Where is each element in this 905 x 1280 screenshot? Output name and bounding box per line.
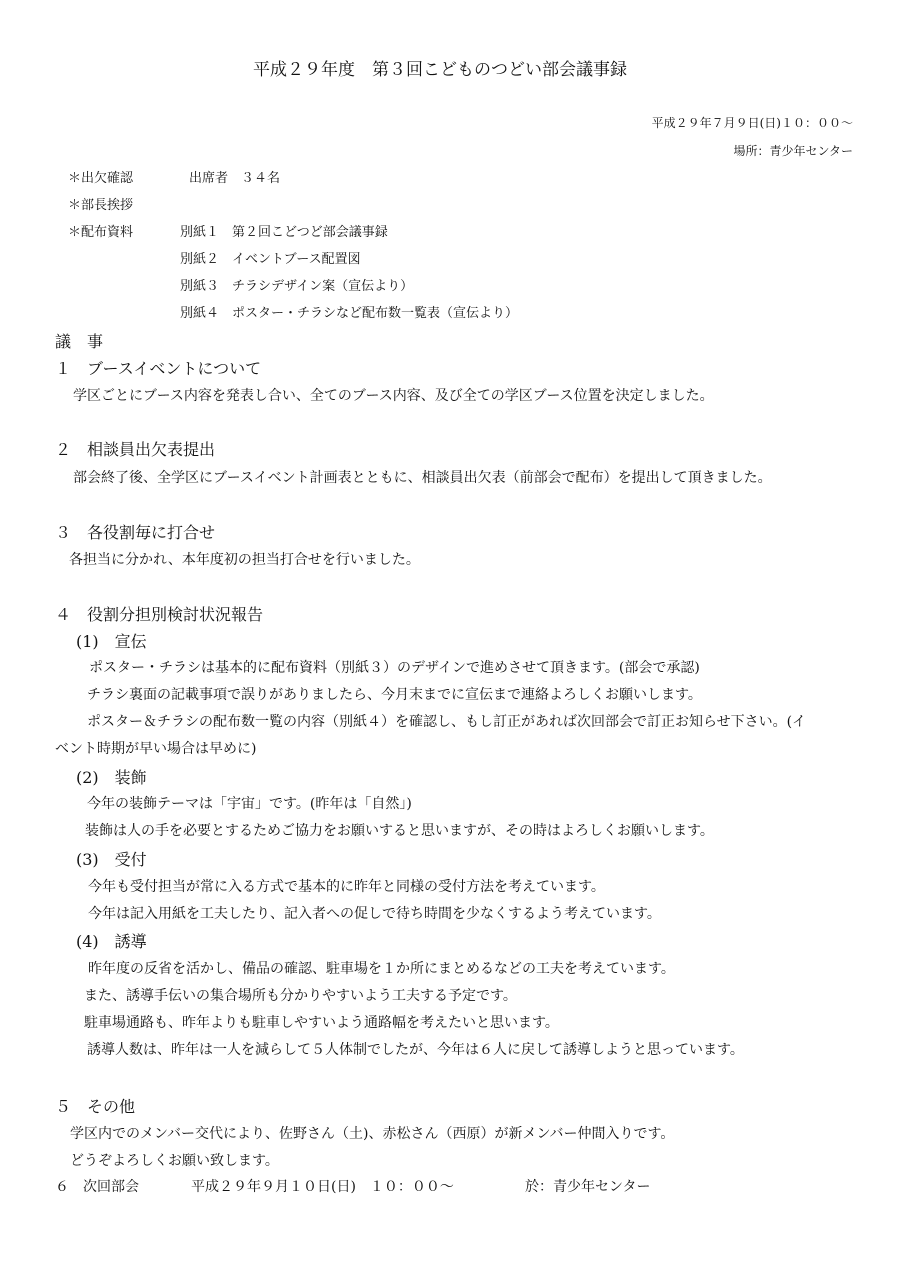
page-title: 平成２９年度 第３回こどものつどい部会議事録 bbox=[253, 60, 627, 80]
section-heading: ４ 役割分担別検討状況報告 bbox=[55, 605, 264, 624]
subsection-heading: (2) 装飾 bbox=[76, 768, 147, 787]
material-item: 別紙２ イベントブース配置図 bbox=[180, 252, 361, 267]
body-line: 各担当に分かれ、本年度初の担当打合せを行いました。 bbox=[69, 552, 420, 568]
meeting-place: 場所：青少年センター bbox=[733, 144, 853, 158]
meeting-date: 平成２９年７月９日(日)１０：００～ bbox=[651, 116, 853, 130]
section-heading: ２ 相談員出欠表提出 bbox=[55, 440, 216, 459]
section-heading: １ ブースイベントについて bbox=[55, 359, 262, 378]
body-line: ポスター＆チラシの配布数一覧の内容（別紙４）を確認し、もし訂正があれば次回部会で訂正お知らせ下さい。(イ bbox=[87, 714, 807, 730]
body-line: 昨年度の反省を活かし、備品の確認、駐車場を１か所にまとめるなどの工夫を考えています。 bbox=[88, 961, 675, 977]
attendance-value: 出席者 ３４名 bbox=[189, 171, 281, 186]
materials-label: ＊配布資料 bbox=[68, 225, 134, 240]
agenda-heading: 議 事 bbox=[55, 332, 104, 351]
body-line: また、誘導手伝いの集合場所も分かりやすいよう工夫する予定です。 bbox=[84, 988, 517, 1004]
section-heading: ５ その他 bbox=[55, 1097, 136, 1116]
next-meeting-date: 平成２９年９月１０日(日) １０：００～ bbox=[191, 1179, 454, 1195]
material-item: 別紙３ チラシデザイン案（宣伝より） bbox=[180, 279, 414, 294]
body-line: 装飾は人の手を必要とするためご協力をお願いすると思いますが、その時はよろしくお願いします。 bbox=[85, 823, 714, 839]
subsection-heading: (4) 誘導 bbox=[76, 932, 147, 951]
greeting-label: ＊部長挨拶 bbox=[68, 198, 134, 213]
body-line: どうぞよろしくお願い致します。 bbox=[70, 1153, 279, 1169]
body-line: 今年も受付担当が常に入る方式で基本的に昨年と同様の受付方法を考えています。 bbox=[88, 879, 605, 895]
body-line: ベント時期が早い場合は早めに) bbox=[55, 741, 257, 757]
body-line: 今年の装飾テーマは「宇宙」です。(昨年は「自然」) bbox=[87, 796, 412, 812]
next-meeting-label: ６ 次回部会 bbox=[55, 1179, 139, 1195]
body-line: ポスター・チラシは基本的に配布資料（別紙３）のデザインで進めさせて頂きます。(部会で承認) bbox=[89, 660, 700, 676]
subsection-heading: (3) 受付 bbox=[76, 850, 147, 869]
body-line: 学区内でのメンバー交代により、佐野さん（土)、赤松さん（西原）が新メンバー仲間入りです。 bbox=[70, 1126, 675, 1142]
body-line: 誘導人数は、昨年は一人を減らして５人体制でしたが、今年は６人に戻して誘導しようと思っています。 bbox=[87, 1042, 744, 1058]
material-item: 別紙４ ポスター・チラシなど配布数一覧表（宣伝より） bbox=[180, 306, 519, 321]
section-heading: ３ 各役割毎に打合せ bbox=[55, 523, 216, 542]
attendance-label: ＊出欠確認 bbox=[68, 171, 134, 186]
body-line: 学区ごとにブース内容を発表し合い、全てのブース内容、及び全ての学区ブース位置を決定しました。 bbox=[73, 388, 714, 404]
next-meeting-place: 於：青少年センター bbox=[525, 1179, 651, 1195]
subsection-heading: (1) 宣伝 bbox=[76, 632, 147, 651]
body-line: 駐車場通路も、昨年よりも駐車しやすいよう通路幅を考えたいと思います。 bbox=[84, 1015, 559, 1031]
body-line: 今年は記入用紙を工夫したり、記入者への促しで待ち時間を少なくするよう考えています。 bbox=[88, 906, 661, 922]
body-line: チラシ裏面の記載事項で誤りがありましたら、今月末までに宣伝まで連絡よろしくお願いします。 bbox=[87, 687, 702, 703]
material-item: 別紙１ 第２回こどつど部会議事録 bbox=[180, 225, 388, 240]
body-line: 部会終了後、全学区にブースイベント計画表とともに、相談員出欠表（前部会で配布）を提出して頂きました。 bbox=[73, 470, 772, 486]
